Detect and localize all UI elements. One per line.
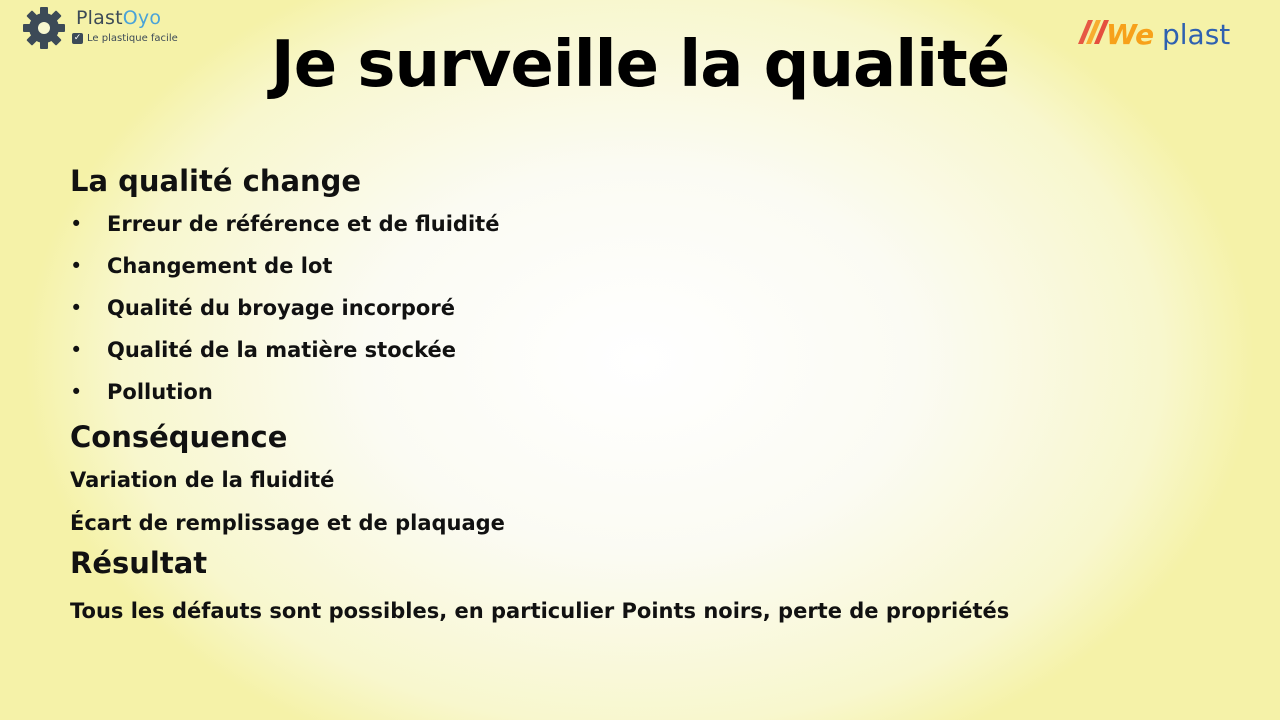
- slide-title: Je surveille la qualité: [270, 28, 1010, 102]
- quality-change-list: [70, 203, 1220, 413]
- list-item: • Erreur de référence et de fluidité: [70, 203, 1220, 245]
- list-item: • Qualité de la matière stockée: [70, 329, 1220, 371]
- brand-name: PlastOyo: [76, 7, 162, 29]
- list-item: • Pollution: [70, 371, 1220, 413]
- tagline-text: Le plastique facile: [87, 33, 178, 44]
- bullet-icon: •: [70, 296, 83, 320]
- list-item: • Qualité du broyage incorporé: [70, 287, 1220, 329]
- bullet-icon: •: [70, 380, 83, 404]
- bullet-icon: •: [70, 254, 83, 278]
- section-heading-result: Résultat: [70, 546, 208, 580]
- section-heading-quality-change: La qualité change: [70, 164, 362, 198]
- result-line: Tous les défauts sont possibles, en particulier Points noirs, perte de propriétés: [70, 599, 1010, 623]
- slide-content: [70, 161, 1220, 633]
- bullet-icon: •: [70, 212, 83, 236]
- consequence-line: Variation de la fluidité: [70, 468, 335, 492]
- consequence-line: Écart de remplissage et de plaquage: [70, 511, 505, 535]
- weplast-plast-text: plast: [1162, 18, 1231, 51]
- bullet-icon: •: [70, 338, 83, 362]
- section-heading-consequence: Conséquence: [70, 420, 288, 454]
- list-item: • Changement de lot: [70, 245, 1220, 287]
- checkbox-icon: ✓: [73, 33, 82, 43]
- weplast-we-text: We: [1106, 18, 1155, 51]
